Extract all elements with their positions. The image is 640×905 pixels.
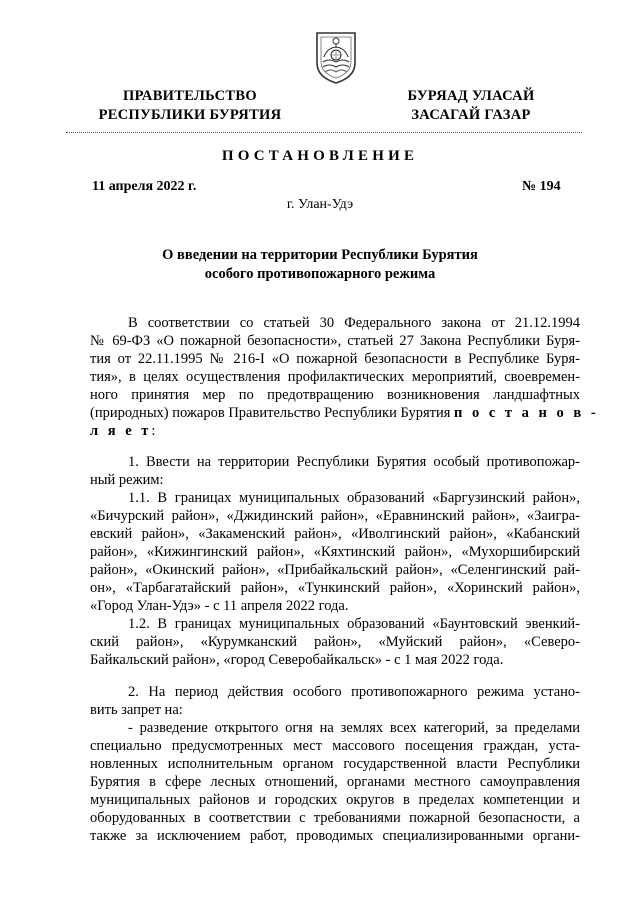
p2-line-6: Бурятия в сфере лесных отношений, органами местного самоуправления bbox=[90, 774, 580, 790]
p1-1-line-3: евский район», «Закаменский район», «Иволгинский район», «Кабанский bbox=[90, 526, 580, 542]
preamble-line-3: тия от 22.11.1995 № 216-I «О пожарной безопасности в Республике Буря- bbox=[90, 351, 580, 367]
p2-line-7: муниципальных районов и городских округов в пределах компетенции и bbox=[90, 792, 580, 808]
header-bua-line-1: БУРЯАД УЛАСАЙ bbox=[407, 88, 535, 104]
p1-2-line-3: Байкальский район», «город Северобайкальск» - с 1 мая 2022 года. bbox=[90, 652, 504, 668]
preamble-line-2: № 69-ФЗ «О пожарной безопасности», статьей 27 Закона Республики Буря- bbox=[90, 333, 580, 349]
preamble-line-6 bbox=[90, 404, 599, 422]
paragraph-1-2 bbox=[90, 615, 580, 669]
header-ru-line-2: РЕСПУБЛИКИ БУРЯТИЯ bbox=[98, 107, 282, 123]
p2-line-5: новленных исполнительным органом государственной власти Республики bbox=[90, 756, 580, 772]
document-date: 11 апреля 2022 г. bbox=[92, 179, 197, 194]
header-divider bbox=[66, 132, 582, 133]
preamble-line-1: В соответствии со статьей 30 Федерального закона от 21.12.1994 bbox=[128, 315, 580, 331]
document-city: г. Улан-Удэ bbox=[286, 197, 354, 212]
p2-line-9: также за исключением работ, проводимых специализированными органи- bbox=[90, 828, 580, 844]
document-number: № 194 bbox=[522, 179, 561, 194]
paragraph-1-1 bbox=[90, 489, 580, 615]
p1-2-line-1: 1.2. В границах муниципальных образований «Баунтовский эвенкий- bbox=[128, 616, 580, 632]
p2-line-4: специально предусмотренных мест массового посещения граждан, уста- bbox=[90, 738, 580, 754]
government-header-ru bbox=[80, 87, 300, 125]
p2-line-1: 2. На период действия особого противопожарного режима устано- bbox=[128, 684, 580, 700]
header-bua-line-2: ЗАСАГАЙ ГАЗАР bbox=[411, 107, 531, 123]
document-title: ПОСТАНОВЛЕНИЕ bbox=[221, 148, 419, 164]
paragraph-1 bbox=[90, 453, 580, 489]
preamble-paragraph bbox=[90, 314, 599, 440]
p1-1-line-2: «Бичурский район», «Джидинский район», «Еравнинский район», «Заигра- bbox=[90, 508, 580, 524]
preamble-line-7 bbox=[90, 422, 580, 440]
p1-2-line-2: ский район», «Курумканский район», «Муйский район», «Северо- bbox=[90, 634, 580, 650]
document-subject bbox=[0, 246, 640, 284]
subject-line-2: особого противопожарного режима bbox=[204, 266, 436, 282]
preamble-line-5: ного принятия мер по предотвращению возникновения ландшафтных bbox=[90, 387, 580, 403]
resolve-word-part-2: л я е т bbox=[90, 423, 152, 439]
coat-of-arms-emblem bbox=[311, 29, 361, 85]
p1-1-line-1: 1.1. В границах муниципальных образований «Баргузинский район», bbox=[128, 490, 580, 506]
preamble-line-4: тия», в целях осуществления профилактических мероприятий, своевремен- bbox=[90, 369, 580, 385]
p1-1-line-5: район», «Окинский район», «Прибайкальский район», «Селенгинский рай- bbox=[90, 562, 580, 578]
p1-1-line-6: он», «Тарбагатайский район», «Тункинский район», «Хоринский район», bbox=[90, 580, 580, 596]
resolve-word-part-1: п о с т а н о в - bbox=[454, 405, 599, 421]
p2-line-8: оборудованных в соответствии с требованиями пожарной безопасности, а bbox=[90, 810, 580, 826]
resolve-colon: : bbox=[151, 423, 156, 439]
p1-1-line-7: «Город Улан-Удэ» - с 11 апреля 2022 года. bbox=[90, 598, 349, 614]
p2-line-3: - разведение открытого огня на землях всех категорий, за пределами bbox=[128, 720, 580, 736]
subject-line-1: О введении на территории Республики Бурятия bbox=[162, 247, 478, 263]
government-header-bua bbox=[386, 87, 556, 125]
preamble-line-6-text: (природных) пожаров Правительство Республики Бурятия bbox=[90, 405, 451, 421]
p1-line-1: 1. Ввести на территории Республики Бурятия особый противопожар- bbox=[128, 454, 580, 470]
paragraph-2 bbox=[90, 683, 580, 845]
p1-line-2: ный режим: bbox=[90, 472, 164, 488]
p2-line-2: вить запрет на: bbox=[90, 702, 183, 718]
p1-1-line-4: район», «Кижингинский район», «Кяхтинский район», «Мухоршибирский bbox=[90, 544, 580, 560]
header-ru-line-1: ПРАВИТЕЛЬСТВО bbox=[123, 88, 257, 104]
